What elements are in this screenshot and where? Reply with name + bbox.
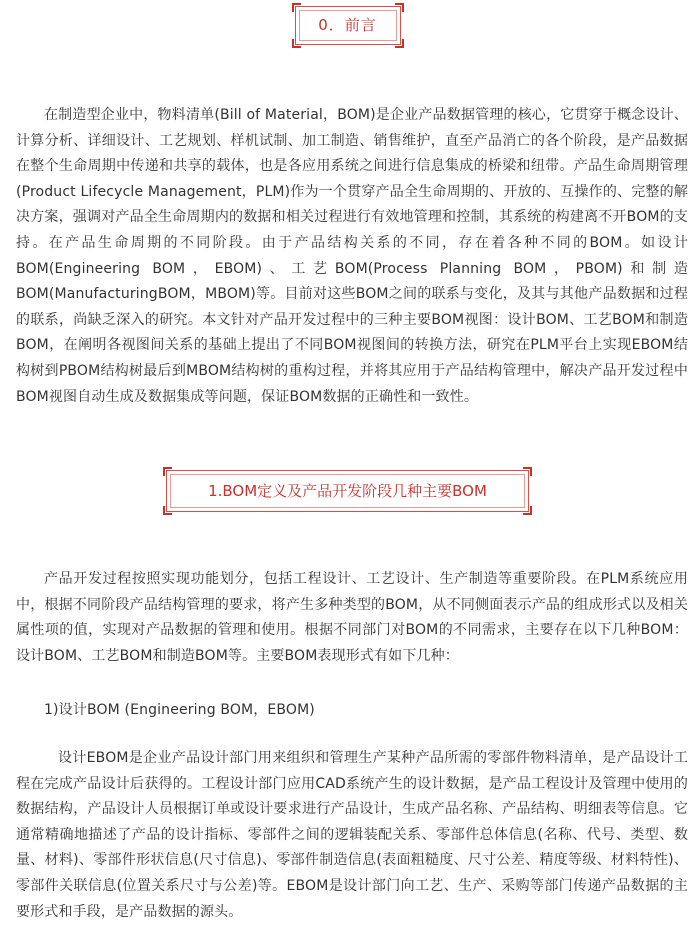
subsection-heading-ebom: 1)设计BOM (Engineering BOM，EBOM) — [44, 702, 315, 718]
section-heading-wrap — [0, 6, 695, 45]
ornament-corner — [292, 3, 301, 12]
ornament-corner — [292, 39, 301, 48]
ornament-corner — [523, 506, 532, 515]
ornament-corner — [163, 467, 172, 476]
ornament-corner — [395, 39, 404, 48]
section-heading-text: 1.BOM定义及产品开发阶段几种主要BOM — [208, 482, 487, 500]
bom-intro-paragraph: 产品开发过程按照实现功能划分，包括工程设计、工艺设计、生产制造等重要阶段。在PLM系统应用中，根据不同阶段产品结构管理的要求，将产生多种类型的BOM，从不同侧面表示产品的组成形式以及相关属性项的值，实现对产品数据的管理和使用。根据不同部门对BOM的不同需求，主要存在以下几种BOM：设计BOM、工艺BOM和制造BOM等。主要BOM表现形式有如下几种： — [16, 571, 688, 664]
section-heading-bom — [166, 470, 529, 512]
section-heading-wrap — [0, 470, 695, 512]
section-heading-preface — [295, 6, 401, 45]
ornament-corner — [163, 506, 172, 515]
ebom-paragraph: 设计EBOM是企业产品设计部门用来组织和管理生产某种产品所需的零部件物料清单，是产品设计工程在完成产品设计后获得的。工程设计部门应用CAD系统产生的设计数据，是产品工程设计及管理中使用的数据结构，产品设计人员根据订单或设计要求进行产品设计，生成产品名称、产品结构、明细表等信息。它通常精确地描述了产品的设计指标、零部件之间的逻辑装配关系、零部件总体信息(名称、代号、类型、数量、材料)、零部件形状信息(尺寸信息)、零部件制造信息(表面粗糙度、尺寸公差、精度等级、材料特性)、零部件关联信息(位置关系尺寸与公差)等。EBOM是设计部门向工艺、生产、采购等部门传递产品数据的主要形式和手段，是产品数据的源头。 — [16, 750, 688, 920]
ornament-corner — [523, 467, 532, 476]
preface-paragraph: 在制造型企业中，物料清单(Bill of Material，BOM)是企业产品数据管理的核心，它贯穿于概念设计、计算分析、详细设计、工艺规划、样机试制、加工制造、销售维护，直至产品消亡的各个阶段，是产品数据在整个生命周期中传递和共享的载体，也是各应用系统之间进行信息集成的桥梁和纽带。产品生命周期管理(Product Lifecycle Management，PLM)作为一个贯穿产品全生命周期的、开放的、互操作的、完整的解决方案，强调对产品全生命周期内的数据和相关过程进行有效地管理和控制，其系统的构建离不开BOM的支持。在产品生命周期的不同阶段。由于产品结构关系的不同，存在着各种不同的BOM。如设计BOM(Engineering BOM，EBOM)、工艺BOM(Process Planning BOM，PBOM)和制造BOM(ManufacturingBOM，MBOM)等。目前对这些BOM之间的联系与变化，及其与其他产品数据和过程的联系，尚缺乏深入的研究。本文针对产品开发过程中的三种主要BOM视图：设计BOM、工艺BOM和制造BOM，在阐明各视图间关系的基础上提出了不同BOM视图间的转换方法，研究在PLM平台上实现EBOM结构树到PBOM结构树最后到MBOM结构树的重构过程，并将其应用于产品结构管理中，解决产品开发过程中BOM视图自动生成及数据集成等问题，保证BOM数据的正确性和一致性。 — [16, 107, 688, 405]
ornament-corner — [395, 3, 404, 12]
section-heading-text: 0．前言 — [318, 16, 377, 34]
